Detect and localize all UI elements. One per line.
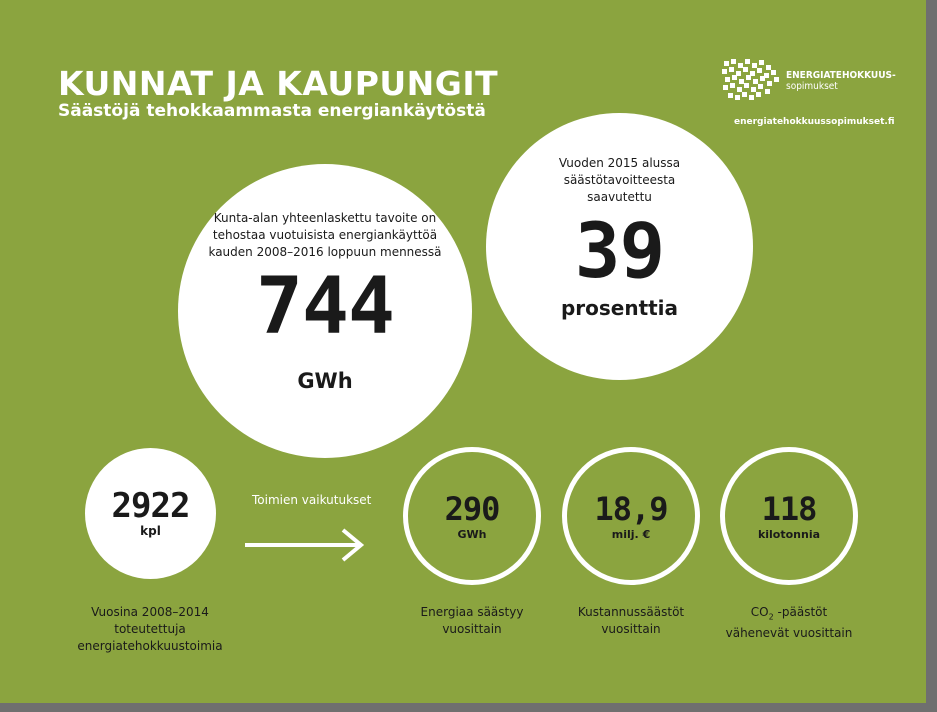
effect-cost-ring	[562, 447, 700, 585]
logo-line2: sopimukset	[786, 81, 838, 92]
actions-value: 2922	[111, 486, 190, 526]
progress-desc-line: Vuoden 2015 alussa	[558, 156, 681, 170]
effect-energy-caption	[392, 604, 552, 638]
target-description	[178, 210, 472, 261]
progress-description	[486, 155, 753, 206]
effect-value: 290	[444, 490, 500, 528]
caption-line: Kustannussäästöt	[577, 605, 685, 619]
effect-unit: milj. €	[611, 528, 651, 541]
target-desc-line: tehostaa vuotuisista energiankäyttöä	[212, 228, 438, 242]
progress-desc-line: saavutettu	[587, 190, 652, 204]
caption-line: vuosittain	[442, 622, 502, 636]
effect-unit: GWh	[457, 528, 487, 541]
website-link[interactable]: energiatehokkuussopimukset.fi	[734, 117, 895, 127]
caption-line: Vuosina 2008–2014	[91, 605, 209, 619]
actions-unit: kpl	[140, 524, 161, 538]
effect-co2-ring	[720, 447, 858, 585]
logo-line1: ENERGIATEHOKKUUS-	[786, 70, 896, 81]
effect-value: 118	[761, 490, 817, 528]
target-value: 744	[256, 262, 394, 352]
co2-subscript: 2	[768, 612, 774, 622]
caption-line: vuosittain	[601, 622, 661, 636]
caption-line: vähenevät vuosittain	[725, 626, 853, 641]
target-circle	[178, 164, 472, 458]
progress-unit: prosenttia	[560, 296, 679, 320]
caption-line: toteutettuja energiatehokkuustoimia	[77, 622, 223, 653]
effect-co2-caption	[709, 604, 869, 642]
page-subtitle: Säästöjä tehokkaammasta energiankäytöstä	[58, 101, 486, 121]
effects-label: Toimien vaikutukset	[252, 493, 372, 507]
actions-circle	[85, 448, 216, 579]
caption-line	[709, 604, 869, 625]
effect-cost-caption	[551, 604, 711, 638]
page-title: KUNNAT JA KAUPUNGIT	[58, 64, 499, 103]
arrow-right-icon	[245, 528, 367, 562]
effect-value: 18,9	[594, 490, 668, 528]
effect-unit: kilotonnia	[757, 528, 821, 541]
target-unit: GWh	[297, 369, 353, 393]
co2-rest: -päästöt	[773, 605, 828, 619]
co2-text: CO	[750, 605, 769, 619]
progress-desc-line: säästötavoitteesta	[563, 173, 676, 187]
target-desc-line: kauden 2008–2016 loppuun mennessä	[208, 245, 442, 259]
logo-wordmark	[786, 70, 896, 92]
target-desc-line: Kunta-alan yhteenlaskettu tavoite on	[213, 211, 437, 225]
progress-value: 39	[574, 206, 665, 295]
actions-caption	[40, 604, 260, 655]
progress-circle	[486, 113, 753, 380]
effect-energy-ring	[403, 447, 541, 585]
caption-line: Energiaa säästyy	[420, 605, 524, 619]
